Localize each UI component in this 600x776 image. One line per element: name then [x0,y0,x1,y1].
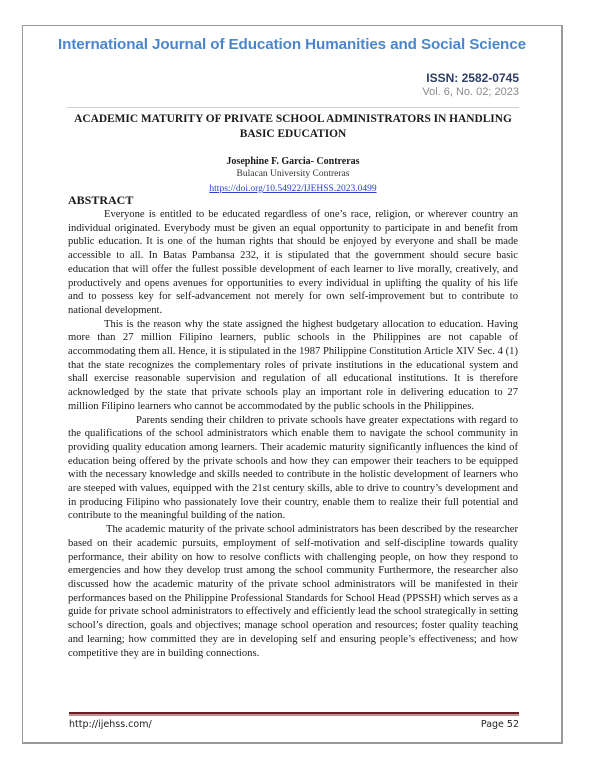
footer-url: http://ijehss.com/ [69,719,152,730]
issn: ISSN: 2582-0745 [426,71,519,85]
footer-divider-accent [69,714,519,716]
journal-title: International Journal of Education Humanities and Social Science [58,36,526,53]
abstract-body [68,208,518,660]
volume-info: Vol. 6, No. 02; 2023 [422,86,519,98]
abstract-heading: ABSTRACT [68,193,134,207]
header-divider [67,107,519,108]
issn-block [422,71,519,99]
author-name: Josephine F. Garcia- Contreras [226,156,360,167]
abstract-paragraph: Everyone is entitled to be educated regardless of one’s race, religion, or wherever country an individual originated. Everybody must be given an equal opportunity to participate in and benefit from public education. It is one of the human rights that should be enjoyed by everyone and shall be made accessible to all. In Batas Pambansa 232, it is stipulated that the government should secure basic education that will offer the fullest possible development of each learner to live morally, creatively, and productively and opens avenues for opportunities to every individual in uplifting the quality of his life and to possess key for self-advancement not merely for own self-improvement but to contribute to national development. [68,209,518,316]
doi-link[interactable]: https://doi.org/10.54922/IJEHSS.2023.0499 [209,184,377,194]
abstract-paragraph: This is the reason why the state assigned the highest budgetary allocation to education. Having more than 27 million Filipino learners, public schools in the Philippines are not capable of accommodating them all. Hence, it is stipulated in the 1987 Philippine Constitution Article XIV Sec. 4 (1) that the state recognizes the complementary roles of private institutions in the educational system and shall exercise reasonable supervision and regulation of all educational institutions. It is therefore acknowledged by the state that private schools play an important role in delivering education to 27 million Filipino learners who cannot be accommodated by the public schools in the Philippines. [68,318,518,412]
abstract-paragraph: The academic maturity of the private school administrators has been described by the researcher based on their academic pursuits, employment of self-motivation and self-discipline towards quality performance, their ability on how to resolve conflicts with challenging people, on how they respond to emergencies and how they develop trust among the school community Furthermore, the researcher also discussed how the academic maturity of the private school administrators will be manifested in their performances based on the Philippine Professional Standards for School Head (PPSSH) which serves as a guide for private school administrators to effectively and efficiently lead the school strategically in setting school’s direction, goals and objectives; manage school operation and resources; foster quality teaching and learning; how committed they are in developing self and ensuring people’s effectiveness; and how competitive they are in building connections. [68,524,518,659]
paper-title: ACADEMIC MATURITY OF PRIVATE SCHOOL ADMINISTRATORS IN HANDLING BASIC EDUCATION [74,113,512,140]
document-page [22,25,563,744]
author-affiliation: Bulacan University Contreras [236,169,350,179]
abstract-paragraph: Parents sending their children to private schools have greater expectations with regard to the qualifications of the school administrators which enable them to navigate the school community in providing quality education among learners. Their academic maturity significantly influences the kind of education being offered by the private schools and how they can empower their teachers to be equipped with the necessary knowledge and skills needed to contribute in the holistic development of learners who are steeped with values, equipped with the 21st century skills, able to drive to country’s development and in producing Filipino who passionately love their country, enable them to realize their full potential and contribute to the meaningful building of the nation. [68,414,518,522]
page-number: Page 52 [480,719,519,730]
